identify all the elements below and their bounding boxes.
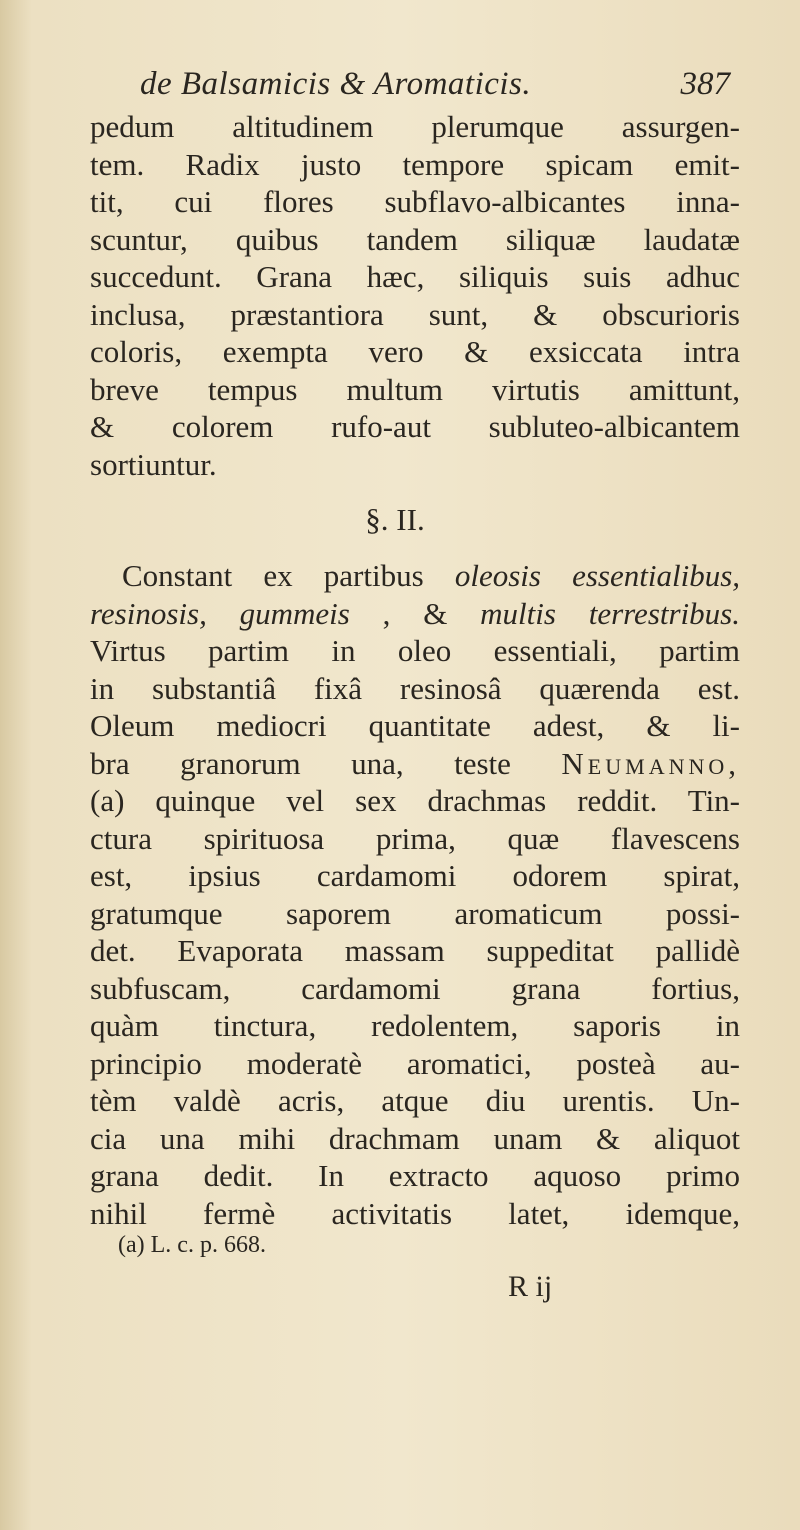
- text-line: inclusa, præstantiora sunt, & obscurioris: [90, 296, 740, 332]
- paragraph-2: [90, 557, 740, 1232]
- text-line: Oleum mediocri quantitate adest, & li-: [90, 708, 740, 743]
- text-line: cia una mihi drachmam unam & aliquot: [90, 1120, 740, 1156]
- page-number: 387: [680, 66, 730, 102]
- text-line: & colorem rufo-aut subluteo-albicantem: [90, 409, 740, 444]
- section-heading: §. II.: [365, 502, 425, 537]
- text-run: Constant ex partibus: [122, 558, 455, 593]
- text-line: [90, 557, 740, 595]
- text-line: tit, cui flores subflavo-albicantes inna-: [90, 184, 740, 219]
- italic-term: resinosis, gummeis: [90, 595, 350, 631]
- text-line: grana dedit. In extracto aquoso primo: [90, 1158, 740, 1193]
- italic-term: multis terrestribus.: [480, 595, 740, 631]
- text-line: tèm valdè acris, atque diu urentis. Un-: [90, 1083, 740, 1118]
- italic-term: oleosis essentialibus,: [454, 558, 741, 593]
- text-line: [90, 745, 740, 783]
- running-title: de Balsamicis & Aromaticis.: [140, 66, 532, 102]
- text-line: ctura spirituosa prima, quæ flavescens: [90, 820, 740, 856]
- text-line: in substantiâ fixâ resinosâ quærenda est.: [90, 670, 740, 706]
- text-line: breve tempus multum virtutis amittunt,: [90, 371, 740, 407]
- text-line: [90, 595, 740, 633]
- text-line: Virtus partim in oleo essentiali, partim: [90, 633, 740, 668]
- text-line: est, ipsius cardamomi odorem spirat,: [90, 858, 740, 893]
- text-line: coloris, exempta vero & exsiccata intra: [90, 334, 740, 369]
- text-run: bra granorum una, teste: [90, 745, 562, 781]
- text-line: scuntur, quibus tandem siliquæ laudatæ: [90, 221, 740, 257]
- text-line: gratumque saporem aromaticum possi-: [90, 895, 740, 931]
- text-line: quàm tinctura, redolentem, saporis in: [90, 1008, 740, 1043]
- text-line: succedunt. Grana hæc, siliquis suis adhuc: [90, 259, 740, 294]
- signature-mark: R ij: [508, 1270, 553, 1303]
- text-line: subfuscam, cardamomi grana fortius,: [90, 970, 740, 1006]
- paragraph-1: [90, 108, 740, 483]
- text-line: nihil fermè activitatis latet, idemque,: [90, 1195, 740, 1231]
- text-line: sortiuntur.: [90, 446, 217, 482]
- footnote: (a) L. c. p. 668.: [118, 1232, 266, 1258]
- text-line: principio moderatè aromatici, posteà au-: [90, 1045, 740, 1081]
- author-name: Neumanno,: [561, 745, 740, 781]
- text-line: pedum altitudinem plerumque assurgen-: [90, 109, 740, 144]
- text-line: (a) quinque vel sex drachmas reddit. Tin-: [90, 783, 740, 818]
- page-header: [90, 66, 730, 110]
- body-text: [90, 108, 740, 1232]
- text-run: , &: [349, 595, 481, 631]
- text-line: det. Evaporata massam suppeditat pallidè: [90, 933, 740, 968]
- text-line: tem. Radix justo tempore spicam emit-: [90, 146, 740, 182]
